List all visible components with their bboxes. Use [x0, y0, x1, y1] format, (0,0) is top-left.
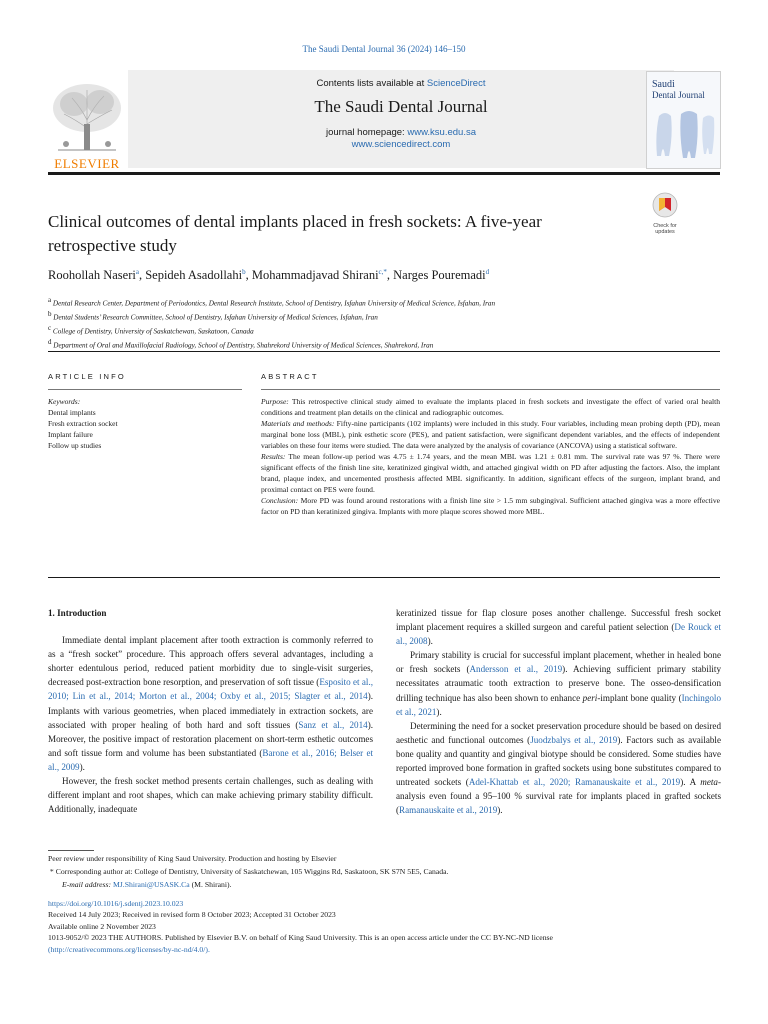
citation-link[interactable]: Andersson et al., 2019	[469, 664, 563, 675]
abstract-purpose	[261, 396, 720, 418]
cover-title-line-1: Saudi	[652, 79, 675, 90]
citation-link[interactable]: De Rouck et al., 2008	[396, 622, 721, 647]
abstract-conclusion-text: More PD was found around restorations with a finish line site > 1.5 mm subgingival. Sufficient attached gingiva was a more effective factor on PD than keratinized gingiva. Implants with more plaque scores showed more MBL.	[261, 496, 720, 517]
author-mark[interactable]: d	[485, 268, 490, 276]
affiliation-text: Department of Oral and Maxillofacial Radiology, School of Dentistry, Shahrekord University of Medical Sciences, Shahrekord, Iran	[53, 341, 434, 350]
received-dates: Received 14 July 2023; Received in revised form 8 October 2023; Accepted 31 October 2023	[48, 910, 336, 920]
running-head[interactable]: The Saudi Dental Journal 36 (2024) 146–150	[302, 44, 466, 54]
author-name[interactable]: Sepideh Asadollahi	[145, 268, 243, 283]
journal-banner	[128, 70, 674, 168]
cover-title	[652, 80, 720, 100]
homepage-link[interactable]: www.ksu.edu.sa	[407, 127, 476, 138]
email-suffix: (M. Shirani).	[189, 880, 232, 889]
email-link[interactable]: MJ.Shirani@USASK.Ca	[112, 880, 190, 889]
citation-link[interactable]: Esposito et al., 2010; Lin et al., 2014; Morton et al., 2004; Oxby et al., 2015; Slagter et al., 2014	[48, 677, 373, 702]
elsevier-logo[interactable]	[48, 76, 126, 172]
journal-masthead	[48, 70, 720, 170]
doi-link[interactable]: https://doi.org/10.1016/j.sdentj.2023.10.023	[48, 899, 184, 908]
affiliation-item	[48, 295, 708, 309]
affiliation-mark: b	[48, 309, 52, 318]
body-paragraph	[396, 719, 721, 818]
body-text: ).	[79, 761, 85, 772]
author-mark[interactable]: a	[135, 268, 139, 276]
body-text: ).	[427, 636, 433, 647]
journal-cover-thumbnail[interactable]	[646, 71, 721, 169]
affiliation-text: Dental Students’ Research Committee, School of Dentistry, Isfahan University of Medical Sciences, Isfahan, Iran	[53, 313, 378, 322]
body-column-left	[48, 606, 373, 816]
body-text-italic: peri	[582, 692, 598, 703]
abstract-body	[261, 396, 720, 518]
abstract-purpose-text: This retrospective clinical study aimed to evaluate the implants placed in fresh sockets and investigate the effect of varied oral health conditions and treatment plan details on the clinical and radiographic outcomes.	[261, 397, 720, 418]
abstract-rule	[261, 389, 720, 390]
body-text: Determining the need for a socket preservation procedure should be based on desired aesthetic and functional outcomes (	[396, 720, 721, 745]
author-mark[interactable]: b	[242, 268, 246, 276]
affiliation-mark: d	[48, 337, 52, 346]
available-date: Available online 2 November 2023	[48, 921, 156, 931]
sciencedirect-url-link[interactable]: www.sciencedirect.com	[351, 139, 451, 150]
citation-link[interactable]: Juodzbalys et al., 2019	[530, 734, 618, 745]
body-text: ). Moreover, the positive impact of restoration placement on short-term esthetic outcomes and soft tissue form and volume has been substantiated (	[48, 719, 373, 758]
affiliation-mark: c	[48, 323, 52, 332]
body-text: ).	[497, 805, 503, 816]
publication-info	[48, 898, 720, 955]
contents-line	[128, 78, 674, 89]
abstract-methods-text: Fifty-nine participants (102 implants) were included in this study. Four variables, including mean probing depth (PD), mean marginal bone loss (MBL), pink esthetic score (PES), and patient satisfaction, were significant dependent variables, and the effects of independent variables on these four items were studied. The data were analyzed by the analysis of covariance (ANCOVA) using a statistical software.	[261, 419, 720, 451]
abstract-conclusion	[261, 495, 720, 517]
affiliation-text: Dental Research Center, Department of Periodontics, Dental Research Institute, School of Dentistry, Isfahan University of Medical Science, Isfahan, Iran	[52, 299, 496, 308]
body-paragraph: However, the fresh socket method presents certain challenges, such as dealing with different implant and root shapes, which can make achieving primary stability difficult. Additionally, inadequate	[48, 776, 373, 815]
article-info-rule	[48, 389, 242, 390]
author-mark[interactable]: c,*	[378, 268, 387, 276]
email-label: E-mail address:	[62, 880, 113, 889]
abstract-methods-label: Materials and methods:	[261, 419, 335, 429]
citation-link[interactable]: Adel-Khattab et al., 2020; Ramanauskaite et al., 2019	[468, 777, 681, 788]
keyword-item: Fresh extraction socket	[48, 419, 118, 428]
section-heading: 1. Introduction	[48, 608, 107, 618]
keywords-block	[48, 396, 238, 451]
corresponding-author-note	[48, 865, 720, 878]
author-name[interactable]: Roohollah Naseri	[48, 268, 136, 283]
check-for-updates-icon	[645, 192, 685, 218]
citation-link[interactable]: Sanz et al., 2014	[298, 719, 368, 730]
corresponding-text: Corresponding author at: College of Dentistry, University of Saskatchewan, 105 Wiggins Rd, Saskatoon, SK S7N 5E5, Canada.	[53, 867, 449, 876]
elsevier-wordmark: ELSEVIER	[54, 156, 120, 171]
body-text: keratinized tissue for flap closure poses another challenge. Successful fresh socket implant placement requires a skilled surgeon and careful patient selection (	[396, 608, 721, 633]
keywords-label: Keywords:	[48, 397, 81, 406]
check-for-updates-button[interactable]	[645, 192, 685, 235]
homepage-prefix: journal homepage:	[326, 127, 408, 138]
abstract-purpose-label: Purpose:	[261, 397, 289, 406]
affiliation-text: College of Dentistry, University of Saskatchewan, Saskatoon, Canada	[52, 327, 254, 336]
abstract-results-text: The mean follow-up period was 4.75 ± 1.74 years, and the mean MBL was 1.21 ± 0.81 mm. The survival rate was 97 %. There were significant effects of the finish line site, keratinized gingival width, and attached gingival width on PD after adjusting the factors. Also, the implant brand, plaque index, and uncemented prosthesis affected MBL significantly. In addition, significant effects of the surgeon, implant brand, and proximal contact on PES were found.	[261, 452, 720, 495]
citation-link[interactable]: Inchingolo et al., 2021	[396, 692, 722, 717]
keyword-item: Implant failure	[48, 430, 93, 439]
peer-review-note: Peer review under responsibility of King Saud University. Production and hosting by Elsevier	[48, 854, 337, 863]
body-text: -analysis even found a 95–100 % survival rate for implants placed in grafted sockets (	[396, 777, 721, 816]
footnotes	[48, 852, 720, 891]
body-text: Primary stability is crucial for successful implant placement, whether in healed bone or fresh sockets (	[396, 650, 721, 675]
sciencedirect-link[interactable]: ScienceDirect	[426, 78, 486, 89]
article-title: Clinical outcomes of dental implants placed in fresh sockets: A five-year retrospective study	[48, 212, 542, 255]
body-text: ).	[436, 706, 442, 717]
affiliation-item	[48, 309, 708, 323]
affiliation-mark: a	[48, 296, 52, 304]
footnote-rule	[48, 850, 94, 851]
keyword-item: Follow up studies	[48, 441, 102, 450]
author-name[interactable]: Narges Pouremadi	[393, 268, 486, 283]
email-note	[48, 878, 720, 891]
body-text: ). A	[680, 777, 701, 788]
cover-title-line-2: Dental Journal	[652, 90, 705, 100]
masthead-rule	[48, 172, 720, 175]
abstract-heading: ABSTRACT	[261, 372, 319, 381]
check-badge-line-1: Check for	[653, 223, 677, 229]
cover-teeth-illustration	[647, 106, 720, 166]
body-text: ). Implants with various geometries, when placed immediately in extraction sockets, are associated with proper healing of both hard and soft tissues (	[48, 691, 373, 730]
affiliation-item	[48, 323, 708, 337]
body-paragraph	[48, 633, 373, 774]
abstract-methods	[261, 418, 720, 451]
header-rule	[48, 351, 720, 352]
author-name[interactable]: Mohammadjavad Shirani	[251, 268, 379, 283]
citation-link[interactable]: Barone et al., 2016; Belser et al., 2009	[48, 747, 374, 772]
affiliation-item	[48, 337, 708, 351]
affiliations	[48, 295, 708, 351]
keyword-item: Dental implants	[48, 408, 96, 417]
check-badge-line-2: updates	[655, 229, 675, 235]
license-text: 1013-9052/© 2023 THE AUTHORS. Published by Elsevier B.V. on behalf of King Saud University. This is an open access article under the CC BY-NC-ND license	[48, 933, 553, 943]
license-link[interactable]: (http://creativecommons.org/licenses/by-nc-nd/4.0/).	[48, 944, 210, 954]
journal-name: The Saudi Dental Journal	[314, 97, 488, 116]
body-text: ). Achieving sufficient primary stability necessitates atraumatic tooth extraction to preserve bone. The osseo-densification drilling technique has also been shown to enhance	[396, 664, 722, 703]
check-for-updates-label	[645, 223, 685, 235]
homepage-line	[128, 127, 674, 150]
abstract-conclusion-label: Conclusion:	[261, 496, 299, 506]
body-text: -implant bone quality (	[597, 692, 682, 703]
corresponding-mark: *	[49, 867, 54, 876]
body-paragraph	[396, 648, 721, 718]
body-column-right	[396, 606, 721, 817]
body-text: Immediate dental implant placement after tooth extraction is commonly referred to as a “fresh socket” procedure. This approach offers several advantages, including a shorter edentulous period, reduced patient morbidity due to single-visit surgeries, decreased post-extraction bone resorption, and preservation of soft tissue (	[48, 635, 373, 688]
article-info-heading: ARTICLE INFO	[48, 372, 126, 381]
abstract-results-label: Results:	[261, 452, 286, 462]
body-paragraph	[396, 606, 721, 648]
contents-prefix: Contents lists available at	[316, 78, 427, 89]
abstract-bottom-rule	[48, 577, 720, 578]
body-text: ). Factors such as available bone quality and quantity and gingival biotype should be considered. Some studies have reported improved bone formation in grafted sockets using bone substitutes compared to untreated sockets (	[396, 734, 721, 788]
author-list: Roohollah Naseri$^a$, Sepideh Asadollahi$^b$, Mohammadjavad Shirani$^{c,*}$, Narges Pouremadi$^d$	[48, 268, 490, 283]
body-text-italic: meta	[700, 777, 718, 788]
citation-link[interactable]: Ramanauskaite et al., 2019	[399, 805, 498, 816]
abstract-results	[261, 451, 720, 495]
